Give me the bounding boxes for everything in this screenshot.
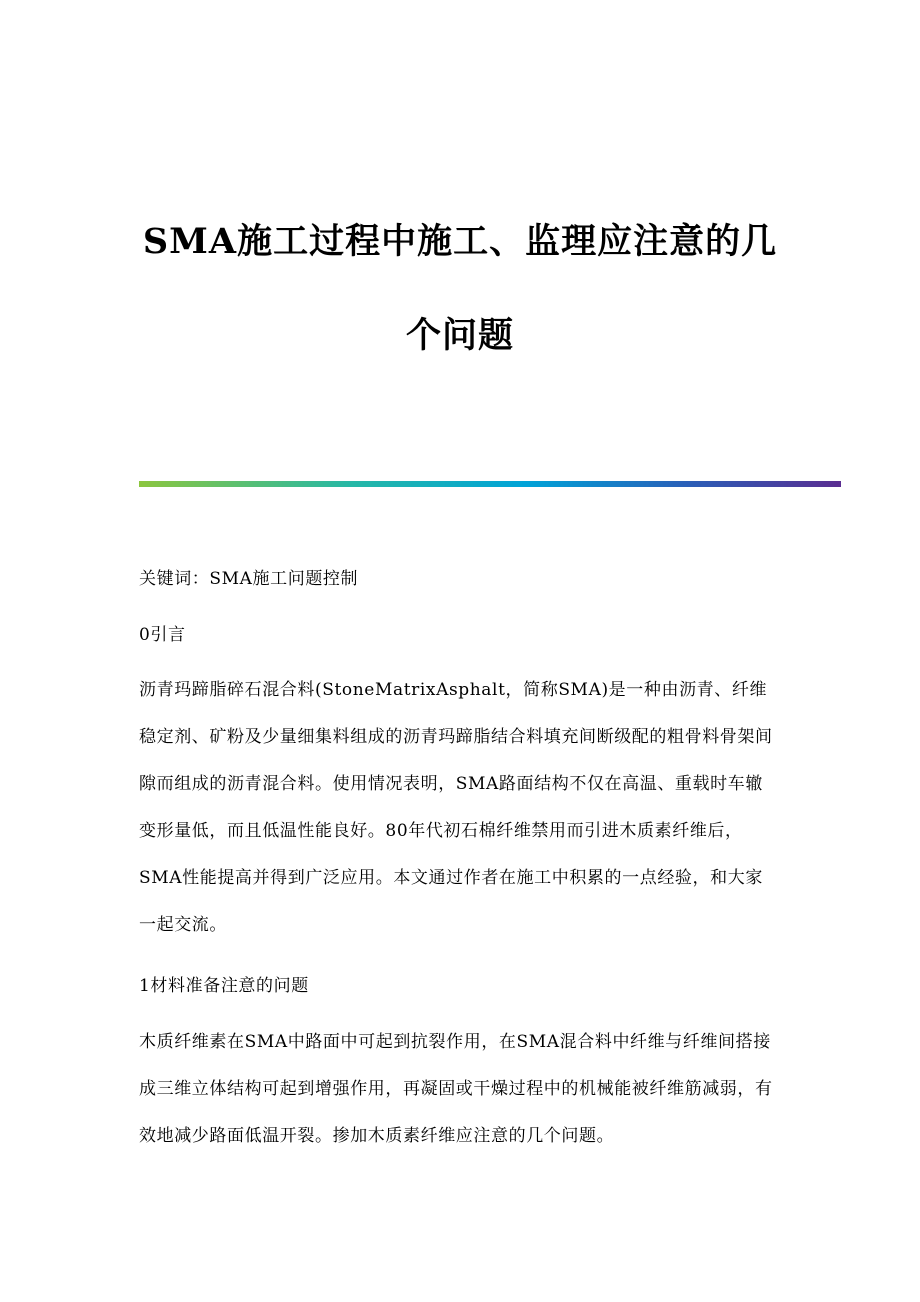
section-1-paragraph: 木质纤维素在SMA中路面中可起到抗裂作用，在SMA混合料中纤维与纤维间搭接成三维立体结构可起到增强作用，再凝固或干燥过程中的机械能被纤维筋减弱，有效地减少路面低温开裂。掺加木质素纤维应注意的几个问题。: [139, 1032, 773, 1146]
intro-heading: 0引言: [139, 625, 186, 645]
intro-paragraph: 沥青玛蹄脂碎石混合料(StoneMatrixAsphalt，简称SMA)是一种由沥青、纤维稳定剂、矿粉及少量细集料组成的沥青玛蹄脂结合料填充间断级配的粗骨料骨架间隙而组成的沥青混合料。使用情况表明，SMA路面结构不仅在高温、重载时车辙变形量低，而且低温性能良好。80年代初石棉纤维禁用而引进木质素纤维后，SMA性能提高并得到广泛应用。本文通过作者在施工中积累的一点经验，和大家一起交流。: [139, 680, 773, 935]
keywords-line: 关键词：SMA施工问题控制: [139, 569, 359, 589]
document-title-line-2: 个问题: [405, 315, 514, 356]
document-title-line-1: SMA施工过程中施工、监理应注意的几: [142, 221, 778, 262]
section-1-heading: 1材料准备注意的问题: [139, 976, 309, 996]
gradient-divider: [139, 481, 841, 487]
